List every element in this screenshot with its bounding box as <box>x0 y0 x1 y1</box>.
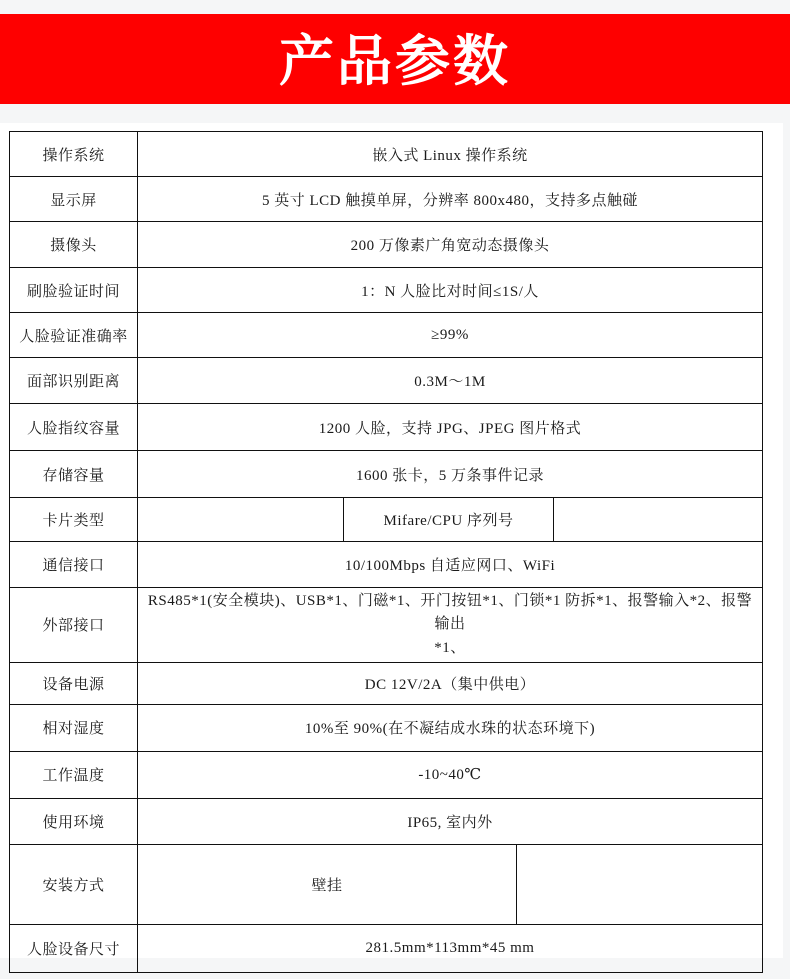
row-value: IP65, 室内外 <box>138 798 763 844</box>
row-label: 卡片类型 <box>10 498 138 542</box>
content-panel <box>0 123 783 958</box>
table-row <box>10 222 763 268</box>
row-value-line1: RS485*1(安全模块)、USB*1、门磁*1、开门按钮*1、门锁*1 防拆*1、报警输入*2、报警输出 <box>147 593 753 633</box>
row-value: 1：N 人脸比对时间≤1S/人 <box>138 268 763 313</box>
table-row <box>10 404 763 451</box>
row-label: 通信接口 <box>10 542 138 588</box>
row-value: DC 12V/2A（集中供电） <box>138 662 763 704</box>
table-row <box>10 662 763 704</box>
row-value: -10~40℃ <box>138 751 763 798</box>
banner-title: 产品参数 <box>278 29 511 92</box>
table-row <box>10 268 763 313</box>
table-row <box>10 542 763 588</box>
row-value: 0.3M～1M <box>138 358 763 404</box>
row-value: 1600 张卡，5 万条事件记录 <box>138 451 763 498</box>
table-row <box>10 177 763 222</box>
table-row-install <box>10 844 763 924</box>
row-value-line2: *1、 <box>434 639 466 656</box>
table-row-card-type <box>10 498 763 542</box>
table-row <box>10 358 763 404</box>
spec-table <box>9 131 763 973</box>
row-value <box>138 588 763 663</box>
row-cell-empty <box>517 844 763 924</box>
row-value: 1200 人脸，支持 JPG、JPEG 图片格式 <box>138 404 763 451</box>
row-label: 人脸验证准确率 <box>10 313 138 358</box>
row-label: 使用环境 <box>10 798 138 844</box>
row-label: 工作温度 <box>10 751 138 798</box>
product-params-banner <box>0 14 790 104</box>
row-value: 5 英寸 LCD 触摸单屏，分辨率 800x480，支持多点触碰 <box>138 177 763 222</box>
row-value: 10%至 90%(在不凝结成水珠的状态环境下) <box>138 704 763 751</box>
row-label: 人脸指纹容量 <box>10 404 138 451</box>
row-value: 281.5mm*113mm*45 mm <box>138 924 763 972</box>
row-cell-install: 壁挂 <box>138 844 517 924</box>
row-label: 人脸设备尺寸 <box>10 924 138 972</box>
row-cell-card-type: Mifare/CPU 序列号 <box>344 498 554 542</box>
row-label: 设备电源 <box>10 662 138 704</box>
row-label: 操作系统 <box>10 132 138 177</box>
row-label: 摄像头 <box>10 222 138 268</box>
table-row <box>10 704 763 751</box>
row-value: ≥99% <box>138 313 763 358</box>
row-cell-empty <box>554 498 763 542</box>
table-row-external-ports <box>10 588 763 663</box>
table-row <box>10 451 763 498</box>
row-cell-empty <box>138 498 344 542</box>
row-label: 刷脸验证时间 <box>10 268 138 313</box>
row-value: 嵌入式 Linux 操作系统 <box>138 132 763 177</box>
row-label: 存储容量 <box>10 451 138 498</box>
row-value: 200 万像素广角宽动态摄像头 <box>138 222 763 268</box>
table-row <box>10 751 763 798</box>
row-label: 显示屏 <box>10 177 138 222</box>
row-label: 外部接口 <box>10 588 138 663</box>
table-row <box>10 924 763 972</box>
table-row <box>10 313 763 358</box>
row-label: 安装方式 <box>10 844 138 924</box>
table-row <box>10 798 763 844</box>
row-value: 10/100Mbps 自适应网口、WiFi <box>138 542 763 588</box>
row-label: 面部识别距离 <box>10 358 138 404</box>
table-row <box>10 132 763 177</box>
row-label: 相对湿度 <box>10 704 138 751</box>
